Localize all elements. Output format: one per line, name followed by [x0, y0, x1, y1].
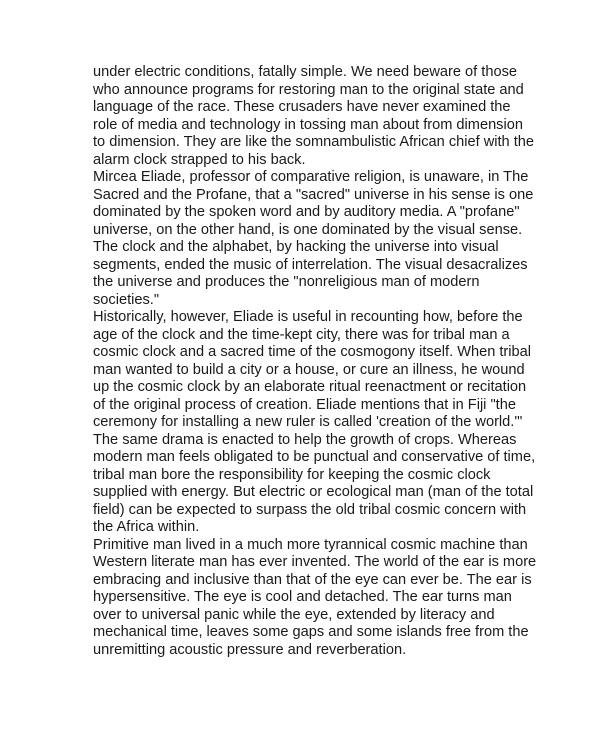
- text-line: age of the clock and the time-kept city, there was for tribal man a: [93, 326, 510, 343]
- text-line: who announce programs for restoring man to the original state and: [93, 81, 524, 98]
- text-line: alarm clock strapped to his back.: [93, 151, 306, 168]
- text-line: man wanted to build a city or a house, or cure an illness, he wound: [93, 361, 525, 378]
- text-line: mechanical time, leaves some gaps and some islands free from the: [93, 624, 529, 640]
- text-line: over to universal panic while the eye, extended by literacy and: [93, 606, 495, 623]
- text-line: Primitive man lived in a much more tyrannical cosmic machine than: [93, 536, 528, 553]
- text-line: up the cosmic clock by an elaborate ritual reenactment or recitation: [93, 379, 527, 395]
- text-line: of the original process of creation. Eliade mentions that in Fiji "the: [93, 396, 516, 413]
- paragraph-4: [93, 536, 537, 660]
- text-line: universe, on the other hand, is one dominated by the visual sense.: [93, 221, 523, 238]
- text-line: Historically, however, Eliade is useful in recounting how, before the: [93, 309, 523, 325]
- text-line: dominated by the spoken word and by auditory media. A "profane": [93, 204, 520, 220]
- text-line: role of media and technology in tossing man about from dimension: [93, 116, 523, 133]
- text-line: The clock and the alphabet, by hacking the universe into visual: [93, 239, 499, 255]
- text-line: field) can be expected to surpass the old tribal cosmic concern with: [93, 501, 527, 518]
- text-line: the universe and produces the "nonreligious man of modern: [93, 274, 480, 290]
- text-line: Sacred and the Profane, that a "sacred" universe in his sense is one: [93, 186, 534, 203]
- text-line: to dimension. They are like the somnambulistic African chief with the: [93, 134, 534, 150]
- text-line: unremitting acoustic pressure and reverberation.: [93, 641, 407, 658]
- text-line: ceremony for installing a new ruler is called 'creation of the world.'": [93, 414, 523, 430]
- text-line: tribal man bore the responsibility for keeping the cosmic clock: [93, 466, 491, 483]
- text-line: hypersensitive. The eye is cool and detached. The ear turns man: [93, 589, 512, 605]
- text-line: modern man feels obligated to be punctual and conservative of time,: [93, 449, 536, 465]
- text-line: embracing and inclusive than that of the eye can ever be. The ear is: [93, 571, 532, 588]
- text-line: supplied with energy. But electric or ecological man (man of the total: [93, 484, 534, 500]
- text-line: segments, ended the music of interrelation. The visual desacralizes: [93, 256, 528, 273]
- text-line: The same drama is enacted to help the growth of crops. Whereas: [93, 431, 517, 448]
- text-line: Western literate man has ever invented. The world of the ear is more: [93, 554, 537, 570]
- body-text: [93, 64, 537, 659]
- text-line: societies.": [93, 291, 160, 308]
- text-line: cosmic clock and a sacred time of the cosmogony itself. When tribal: [93, 344, 531, 360]
- text-line: under electric conditions, fatally simple. We need beware of those: [93, 64, 517, 80]
- paragraph-3: [93, 309, 536, 537]
- paragraph-1: [93, 64, 533, 169]
- text-line: Mircea Eliade, professor of comparative religion, is unaware, in The: [93, 169, 529, 185]
- text-line: the Africa within.: [93, 519, 200, 535]
- paragraph-2: [93, 169, 533, 309]
- text-line: language of the race. These crusaders have never examined the: [93, 99, 511, 115]
